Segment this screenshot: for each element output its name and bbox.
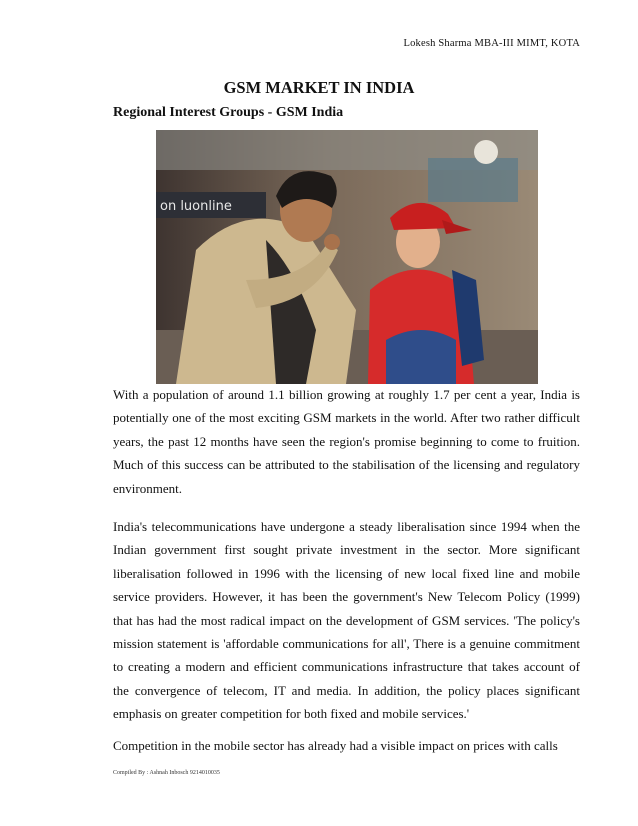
- section-subtitle: Regional Interest Groups - GSM India: [113, 105, 344, 120]
- sign-text: on luonline: [160, 199, 232, 214]
- photo-illustration: [156, 130, 538, 384]
- page-title: GSM MARKET IN INDIA: [223, 78, 415, 97]
- footer-compiled-by: Compiled By : Ashnah Inbosch 9214010035: [113, 770, 220, 776]
- paragraph-2: India's telecommunications have undergone a steady liberalisation since 1994 when the Indian government first sought private investment in the sector. More significant liberalisation followed in 1996 with the licensing of new local fixed line and mobile service providers. However, it has been the government's New Telecom Policy (1999) that has had the most radical impact on the development of GSM services. 'The policy's mission statement is 'affordable communications for all', There is a genuine commitment to creating a modern and efficient communications infrastructure that takes account of the convergence of telecom, IT and media. In addition, the policy places significant emphasis on greater competition for both fixed and mobile services.': [113, 519, 580, 722]
- paragraph-3: Competition in the mobile sector has already had a visible impact on prices with calls: [113, 738, 558, 753]
- photo-man-and-boy-with-phone: [156, 130, 538, 384]
- paragraph-1: With a population of around 1.1 billion growing at roughly 1.7 per cent a year, India is potentially one of the most exciting GSM markets in the world. After two rather difficult years, the past 12 months have seen the region's promise beginning to come to fruition. Much of this success can be attributed to the stabilisation of the licensing and regulatory environment.: [113, 387, 580, 496]
- header-author-line: Lokesh Sharma MBA-III MIMT, KOTA: [403, 38, 580, 49]
